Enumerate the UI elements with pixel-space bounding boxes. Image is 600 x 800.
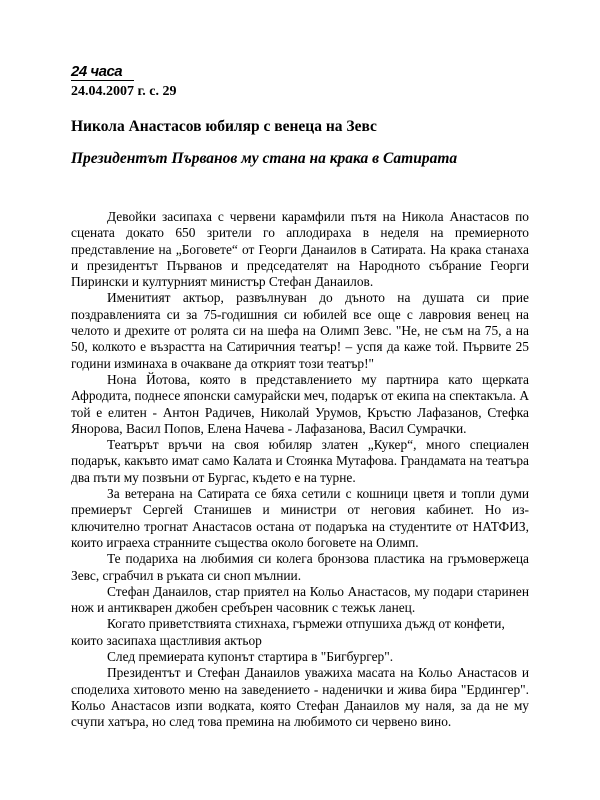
paragraph: След премиерата купонът стартира в "Бигбургер". (107, 649, 394, 665)
paragraph: Когато приветствията стихнаха, гърмежи отпушиха дъжд от конфети, които засипаха щастливия актьор (71, 616, 505, 648)
dateline: 24.04.2007 г. с. 29 (71, 84, 177, 99)
paragraph: Те подариха на любимия си колега бронзова пластика на гръмовержеца Зевс, сграбчил в ръката си сноп мълнии. (71, 551, 529, 583)
headline: Никола Анастасов юбиляр с венеца на Зевс (71, 118, 377, 135)
paragraph: Девойки засипаха с червени карамфили пътя на Никола Анастасов по сцената докато 650 зрители го аплодираха в неделя на премиерното представление на „Боговете“ от Георги Данаилов в Сатирата. На крака станаха и президентът Първанов и председателят на Народното събрание Георги Пирински и културният министър Стефан Данаилов. (71, 209, 529, 290)
article-body (71, 209, 529, 731)
paragraph: Президентът и Стефан Данаилов уважиха масата на Кольо Анастасов и споделиха хитовото меню на заведението - наденички и жива бира "Ердингер". Кольо Анастасов изпи водката, която Стефан Данаилов му наля, за да не му счупи хатъра, но след това премина на любимото си червено вино. (71, 665, 529, 730)
paragraph: Театърът връчи на своя юбиляр златен „Кукер“, много специален подарък, какъвто имат само Калата и Стоянка Мутафова. Грандамата на театъра два пъти му позвъни от Бургас, където е на турне. (71, 437, 529, 485)
paragraph: Нона Йотова, която в представлението му партнира като щерката Афродита, поднесе японски самурайски меч, подарък от екипа на спектакъла. А той е елитен - Антон Радичев, Николай Урумов, Кръстю Лафазанов, Стефка Янорова, Васил Попов, Елена Начева - Лафазанова, Васил Сумрачки. (71, 371, 529, 436)
subheadline: Президентът Първанов му стана на крака в Сатирата (71, 150, 458, 167)
paragraph: Именитият актьор, развълнуван до дъното на душата си прие поздравленията си за 75-годишния си юбилей все още с лавровия венец на челото и дрехите от ролята си на шефа на Олимп Зевс. "Не, не съм на 75, а на 50, колкото е възрастта на Сатиричния театър! – успя да каже той. Първите 25 години изминаха в очакване да открият този театър!" (71, 290, 529, 371)
newspaper-logo: 24 часа (71, 64, 134, 81)
paragraph: За ветерана на Сатирата се бяха сетили с кошници цветя и топли думи премиерът Сергей Станишев и министри от неговия кабинет. Но из-ключително трогнат Анастасов остана от подаръка на студентите от НАТФИЗ, които играеха странните същества около боговете на Олимп. (71, 486, 529, 550)
paragraph: Стефан Данаилов, стар приятел на Кольо Анастасов, му подари старинен нож и антикварен джобен сребърен часовник с тежък ланец. (71, 583, 529, 616)
